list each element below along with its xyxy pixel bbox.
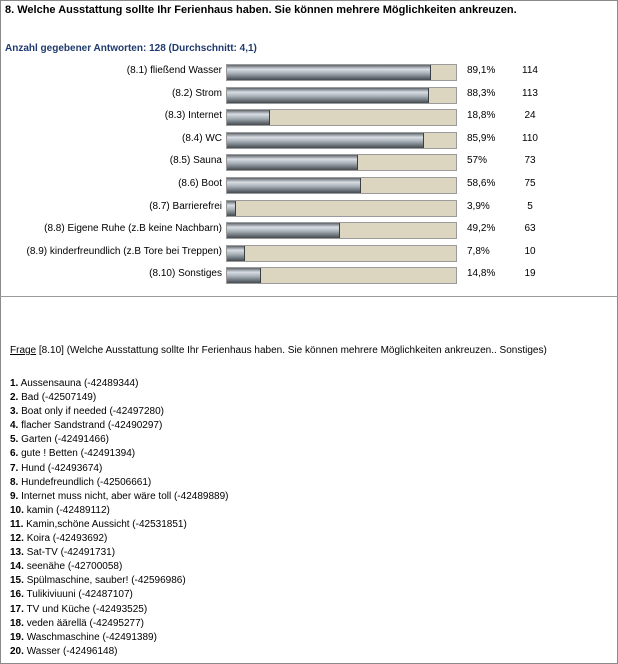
list-item-number: 4. <box>10 420 19 432</box>
list-item <box>10 588 228 602</box>
bar-category-label: (8.7) Barrierefrei <box>149 200 222 212</box>
bar-track <box>226 245 457 262</box>
bar-track <box>226 222 457 239</box>
list-item-number: 10. <box>10 504 24 516</box>
list-item-number: 19. <box>10 631 24 643</box>
list-item-number: 15. <box>10 575 24 587</box>
list-item <box>10 546 228 560</box>
bar-count-label: 114 <box>522 65 538 76</box>
bar <box>227 246 245 261</box>
list-item <box>10 504 228 518</box>
list-item-text: kamin (-42489112) <box>26 504 110 516</box>
list-item <box>10 603 228 617</box>
list-item-text: veden äärellä (-42495277) <box>26 617 144 629</box>
bar-count-label: 73 <box>524 155 536 167</box>
bar-category-label: (8.10) Sonstiges <box>149 268 222 280</box>
chart-row <box>0 175 618 197</box>
bar-percent-label: 18,8% <box>467 110 496 122</box>
list-item-number: 12. <box>10 533 24 545</box>
list-item-number: 3. <box>10 406 19 418</box>
list-item-text: Garten (-42491466) <box>21 434 109 446</box>
bar-track <box>226 267 457 284</box>
bar-count-label: 110 <box>522 132 538 144</box>
list-item-number: 20. <box>10 645 24 657</box>
followup-prefix: Frage <box>10 345 37 356</box>
list-item-text: Tulikiviuuni (-42487107) <box>26 589 133 601</box>
section-divider <box>0 296 618 297</box>
bar-count-label: 113 <box>522 87 538 99</box>
list-item-number: 14. <box>10 561 24 573</box>
list-item <box>10 405 228 419</box>
list-item <box>10 645 228 659</box>
list-item <box>10 419 228 433</box>
bar-track <box>226 154 457 171</box>
list-item-number: 11. <box>10 518 24 530</box>
followup-text: (Welche Ausstattung sollte Ihr Ferienhaus haben. Sie können mehrere Möglichkeiten ankreuzen.. Sonstiges) <box>66 345 547 356</box>
bar-track <box>226 87 457 104</box>
chart-row <box>0 152 618 174</box>
bar-count-label: 19 <box>524 268 536 280</box>
bar-count-label: 75 <box>524 178 536 189</box>
list-item-text: Boat only if needed (-42497280) <box>21 406 165 418</box>
bar-track <box>226 177 457 194</box>
bar <box>227 223 340 238</box>
list-item-number: 1. <box>10 378 19 389</box>
list-item-number: 2. <box>10 392 19 404</box>
list-item-text: Kamin,schöne Aussicht (-42531851) <box>26 518 187 530</box>
list-item <box>10 377 228 391</box>
question-title: 8. Welche Ausstattung sollte Ihr Ferienhaus haben. Sie können mehrere Möglichkeiten ankreuzen. <box>5 4 517 16</box>
bar-chart <box>0 62 618 287</box>
list-item <box>10 532 228 546</box>
bar-percent-label: 89,1% <box>467 65 496 76</box>
bar <box>227 201 236 216</box>
list-item <box>10 490 228 504</box>
chart-row <box>0 198 618 220</box>
bar-count-label: 5 <box>527 200 533 212</box>
list-item-number: 8. <box>10 476 19 488</box>
list-item <box>10 476 228 490</box>
bar <box>227 110 270 125</box>
list-item-text: Wasser (-42496148) <box>26 645 118 657</box>
bar-percent-label: 88,3% <box>467 87 496 99</box>
bar-category-label: (8.3) Internet <box>164 110 222 122</box>
list-item <box>10 433 228 447</box>
followup-answer-list <box>10 377 228 659</box>
list-item-text: TV und Küche (-42493525) <box>26 603 148 615</box>
list-item-text: gute ! Betten (-42491394) <box>21 448 136 460</box>
chart-row <box>0 130 618 152</box>
bar-percent-label: 14,8% <box>467 268 496 280</box>
list-item-text: Sat-TV (-42491731) <box>26 547 116 559</box>
bar-category-label: (8.6) Boot <box>178 178 222 189</box>
list-item-text: flacher Sandstrand (-42490297) <box>21 420 163 432</box>
bar-track <box>226 109 457 126</box>
list-item-text: Hundefreundlich (-42506661) <box>21 476 152 488</box>
list-item-number: 13. <box>10 547 24 559</box>
list-item-number: 17. <box>10 603 24 615</box>
list-item-text: Aussensauna (-42489344) <box>20 378 139 389</box>
list-item-text: Internet muss nicht, aber wäre toll (-42489889) <box>21 490 229 502</box>
list-item <box>10 560 228 574</box>
bar-category-label: (8.1) fließend Wasser <box>126 65 222 76</box>
bar <box>227 65 431 80</box>
chart-row <box>0 243 618 265</box>
followup-id: [8.10] <box>38 345 64 356</box>
bar <box>227 178 361 193</box>
list-item-text: seenähe (-42700058) <box>26 561 123 573</box>
list-item-number: 9. <box>10 490 19 502</box>
bar-track <box>226 132 457 149</box>
bar-category-label: (8.5) Sauna <box>169 155 222 167</box>
chart-row <box>0 85 618 107</box>
list-item <box>10 518 228 532</box>
bar-count-label: 63 <box>524 223 536 235</box>
chart-row <box>0 62 618 84</box>
bar-percent-label: 57% <box>467 155 488 167</box>
list-item-number: 18. <box>10 617 24 629</box>
list-item <box>10 391 228 405</box>
list-item-number: 5. <box>10 434 19 446</box>
bar-percent-label: 58,6% <box>467 178 496 189</box>
list-item <box>10 617 228 631</box>
list-item <box>10 447 228 461</box>
list-item-text: Spülmaschine, sauber! (-42596986) <box>26 575 186 587</box>
list-item-number: 16. <box>10 589 24 601</box>
bar-percent-label: 7,8% <box>467 245 490 257</box>
answers-summary: Anzahl gegebener Antworten: 128 (Durchschnitt: 4,1) <box>5 43 257 54</box>
bar-track <box>226 200 457 217</box>
list-item <box>10 574 228 588</box>
bar <box>227 88 429 103</box>
list-item <box>10 462 228 476</box>
bar-count-label: 24 <box>524 110 536 122</box>
list-item <box>10 631 228 645</box>
chart-row <box>0 265 618 287</box>
bar-category-label: (8.9) kinderfreundlich (z.B Tore bei Treppen) <box>26 245 222 257</box>
bar-percent-label: 49,2% <box>467 223 496 235</box>
bar <box>227 155 358 170</box>
chart-row <box>0 107 618 129</box>
followup-heading <box>10 345 547 356</box>
list-item-text: Hund (-42493674) <box>21 462 103 474</box>
bar-category-label: (8.8) Eigene Ruhe (z.B keine Nachbarn) <box>44 223 222 235</box>
bar-category-label: (8.4) WC <box>182 132 222 144</box>
bar-count-label: 10 <box>524 245 536 257</box>
bar <box>227 133 424 148</box>
list-item-text: Koira (-42493692) <box>26 533 108 545</box>
list-item-text: Bad (-42507149) <box>21 392 97 404</box>
list-item-number: 6. <box>10 448 19 460</box>
list-item-text: Waschmaschine (-42491389) <box>26 631 157 643</box>
bar <box>227 268 261 283</box>
bar-category-label: (8.2) Strom <box>171 87 222 99</box>
bar-percent-label: 3,9% <box>467 200 490 212</box>
bar-percent-label: 85,9% <box>467 132 496 144</box>
bar-track <box>226 64 457 81</box>
list-item-number: 7. <box>10 462 19 474</box>
chart-row <box>0 220 618 242</box>
